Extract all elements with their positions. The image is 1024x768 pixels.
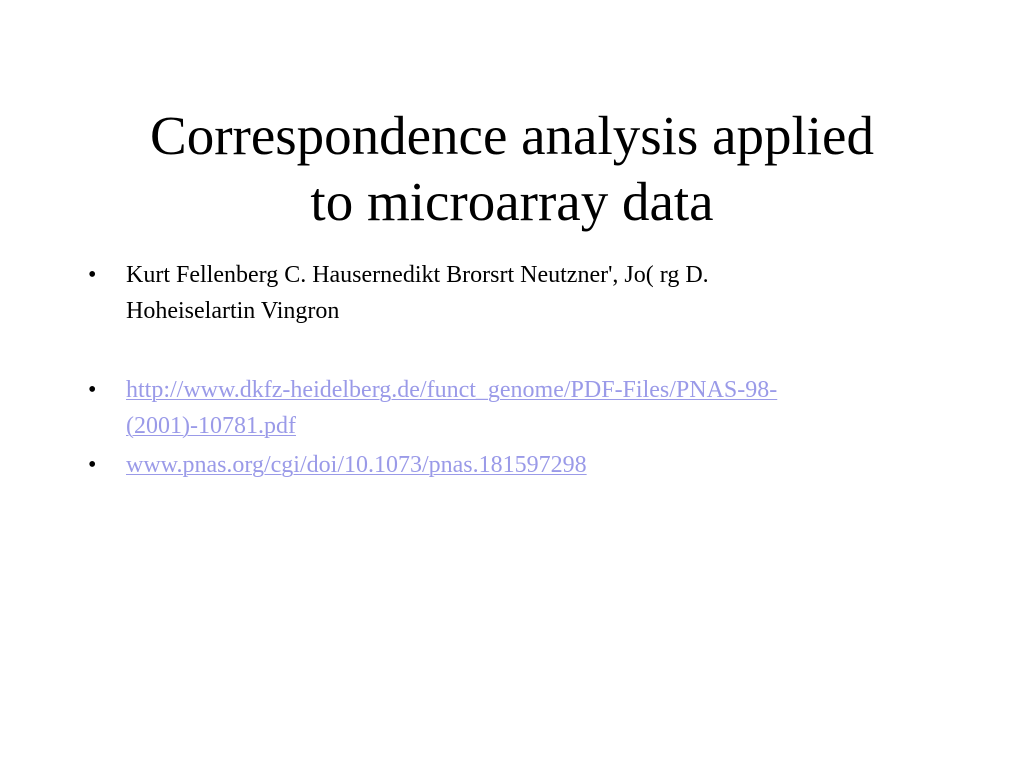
authors-text <box>126 257 926 329</box>
link-line[interactable]: (2001)-10781.pdf <box>126 413 296 439</box>
title-line: Correspondence analysis applied <box>150 104 874 166</box>
bullet-marker: • <box>88 452 97 478</box>
authors-line: Kurt Fellenberg C. Hausernedikt Brorsrt Neutzner', Jo( rg D. <box>126 262 709 288</box>
link-line[interactable]: http://www.dkfz-heidelberg.de/funct_genome/PDF-Files/PNAS-98- <box>126 377 778 403</box>
doi-link[interactable] <box>126 447 926 483</box>
authors-line: Hoheiselartin Vingron <box>126 298 340 324</box>
bullet-marker: • <box>88 262 97 288</box>
bullet-marker: • <box>88 377 97 403</box>
pdf-link[interactable] <box>126 372 926 444</box>
title-line: to microarray data <box>310 170 714 232</box>
link-line[interactable]: www.pnas.org/cgi/doi/10.1073/pnas.181597298 <box>126 452 587 478</box>
slide-title <box>60 103 964 235</box>
